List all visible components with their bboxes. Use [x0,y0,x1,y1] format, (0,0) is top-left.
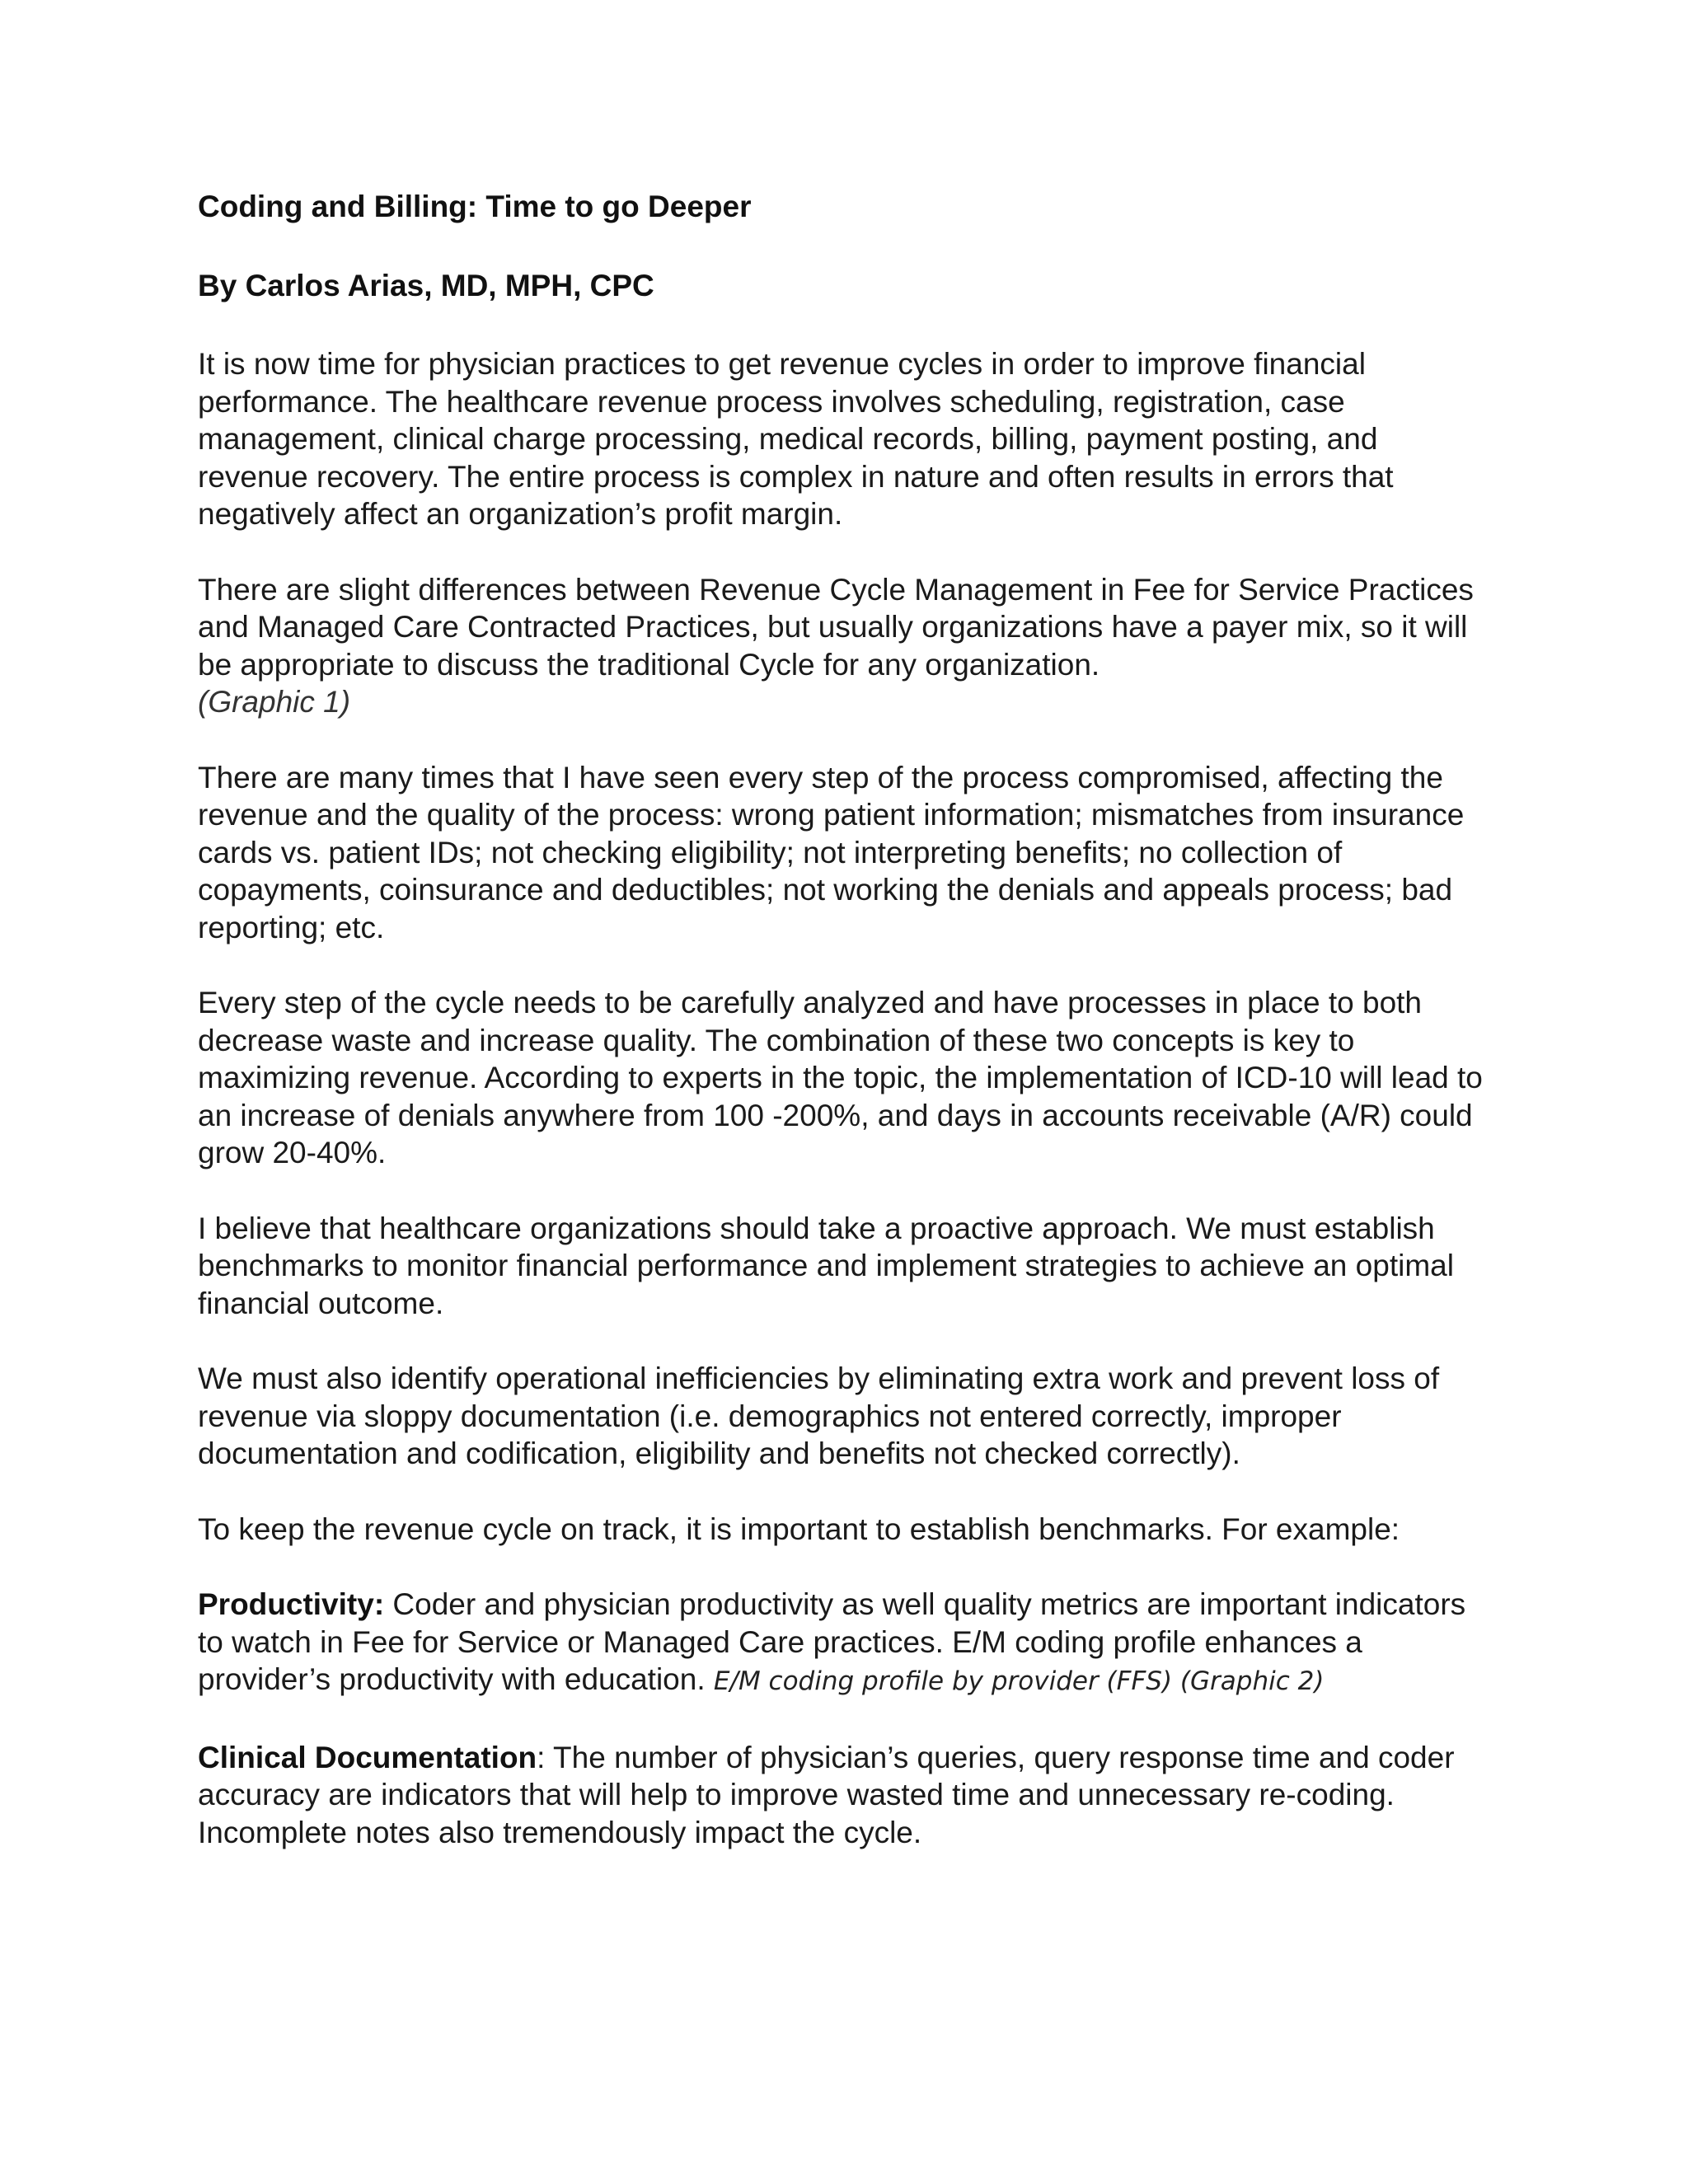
paragraph-analysis: Every step of the cycle needs to be carefully analyzed and have processes in place to both decrease waste and increase quality. The combination of these two concepts is key to maximizing revenue. According to experts in the topic, the implementation of ICD-10 will lead to an increase of denials anywhere from 100 -200%, and days in accounts receivable (A/R) could grow 20-40%. [198,986,1483,1169]
paragraph-intro: It is now time for physician practices to get revenue cycles in order to improve financial performance. The healthcare revenue process involves scheduling, registration, case management, clinical charge processing, medical records, billing, payment posting, and revenue recovery. The entire process is complex in nature and often results in errors that negatively affect an organization’s profit margin. [198,347,1394,531]
article-byline: By Carlos Arias, MD, MPH, CPC [198,268,654,302]
productivity-text: Coder and physician productivity as well quality metrics are important indicators to watch in Fee for Service or Managed Care practices. E/M coding profile enhances a provider’s productivity with education. [198,1587,1466,1696]
paragraph-clinical-documentation [198,1739,1484,1852]
clinical-documentation-text: : The number of physician’s queries, query response time and coder accuracy are indicators that will help to improve wasted time and unnecessary re-coding. Incomplete notes also tremendously impact the cycle. [198,1740,1455,1849]
paragraph-differences-text: There are slight differences between Revenue Cycle Management in Fee for Service Practices and Managed Care Contracted Practices, but usually organizations have a payer mix, so it will be appropriate to discuss the traditional Cycle for any organization. [198,572,1474,682]
graphic-1-reference: (Graphic 1) [198,685,351,719]
paragraph-proactive: I believe that healthcare organizations should take a proactive approach. We must establish benchmarks to monitor financial performance and implement strategies to achieve an optimal financial outcome. [198,1211,1454,1320]
paragraph-compromised: There are many times that I have seen every step of the process compromised, affecting the revenue and the quality of the process: wrong patient information; mismatches from insurance cards vs. patient IDs; not checking eligibility; not interpreting benefits; no collection of copayments, coinsurance and deductibles; not working the denials and appeals process; bad reporting; etc. [198,760,1465,944]
graphic-2-caption: E/M coding profile by provider (FFS) (Graphic 2) [713,1666,1325,1696]
paragraph-productivity [198,1586,1484,1701]
productivity-label: Productivity: [198,1587,385,1621]
paragraph-benchmarks: To keep the revenue cycle on track, it is important to establish benchmarks. For example: [198,1511,1400,1546]
paragraph-differences [198,571,1484,721]
clinical-documentation-label: Clinical Documentation [198,1740,537,1774]
document-page [198,188,1484,1889]
article-title: Coding and Billing: Time to go Deeper [198,190,752,223]
paragraph-inefficiencies: We must also identify operational inefficiencies by eliminating extra work and prevent loss of revenue via sloppy documentation (i.e. demographics not entered correctly, improper documentation and codification, eligibility and benefits not checked correctly). [198,1361,1440,1470]
